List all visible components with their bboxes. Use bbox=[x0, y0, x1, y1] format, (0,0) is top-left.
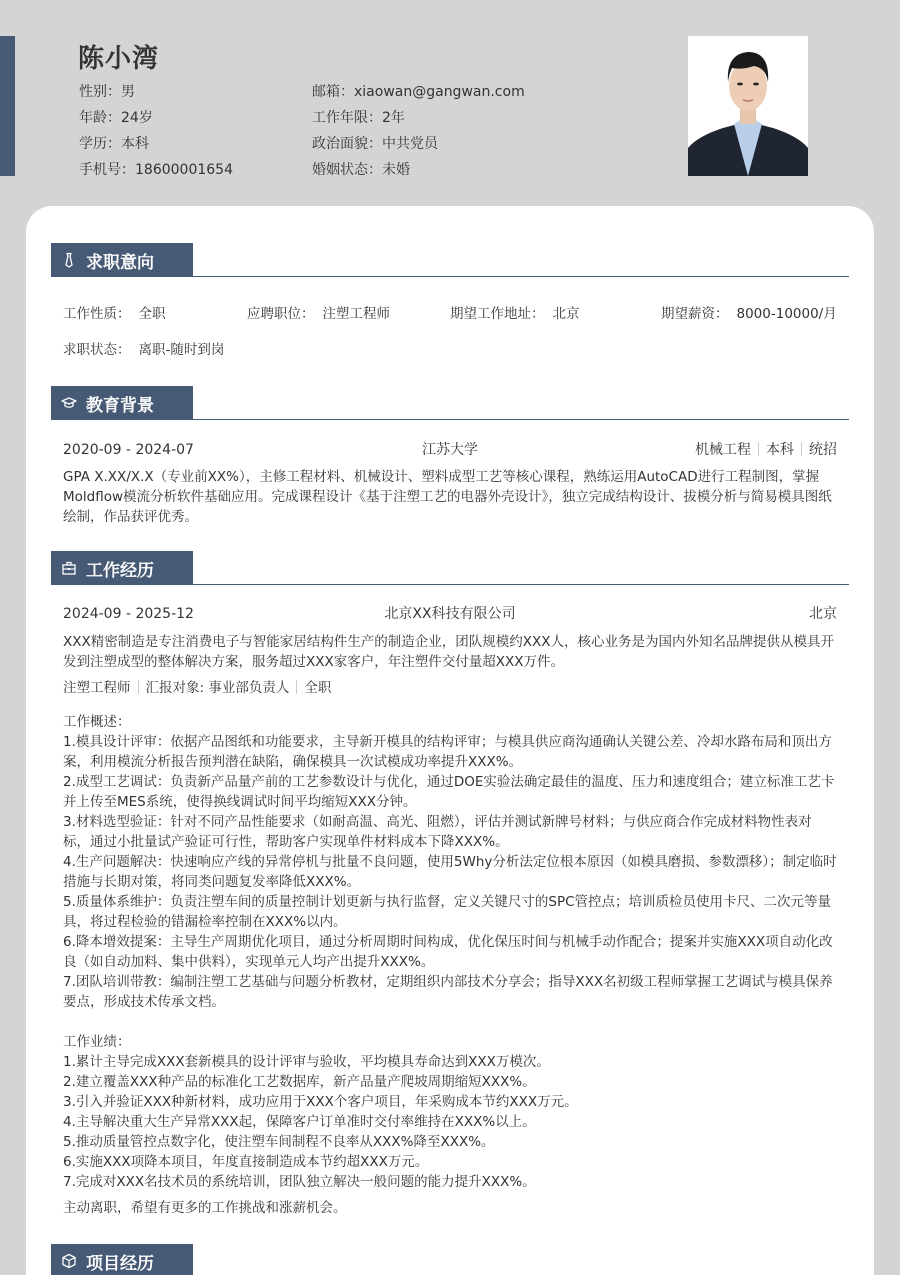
tie-icon bbox=[61, 252, 77, 268]
achievement-item: 3.引入并验证XXX种新材料，成功应用于XXX个客户项目，年采购成本节约XXX万元。 bbox=[63, 1094, 578, 1110]
info-age: 年龄：24岁 bbox=[79, 110, 153, 126]
profile-photo bbox=[688, 36, 808, 176]
overview-title: 工作概述： bbox=[63, 714, 131, 730]
education-period: 2020-09 - 2024-07 bbox=[63, 442, 194, 458]
section-header bbox=[51, 243, 849, 277]
work-achievements bbox=[51, 1032, 849, 1192]
work-period: 2024-09 - 2025-12 bbox=[63, 606, 194, 622]
intent-status: 求职状态： 离职-随时到岗 bbox=[63, 342, 225, 358]
section-education bbox=[51, 386, 849, 527]
briefcase-icon bbox=[61, 560, 77, 576]
achievement-item: 6.实施XXX项降本项目，年度直接制造成本节约超XXX万元。 bbox=[63, 1154, 429, 1170]
achievement-item: 5.推动质量管控点数字化，使注塑车间制程不良率从XXX%降至XXX%。 bbox=[63, 1134, 495, 1150]
achievement-item: 7.完成对XXX名技术员的系统培训，团队独立解决一般问题的能力提升XXX%。 bbox=[63, 1174, 536, 1190]
info-marital-status: 婚姻状态：未婚 bbox=[312, 162, 410, 178]
work-summary-row bbox=[51, 603, 849, 625]
section-header bbox=[51, 551, 849, 585]
portrait-icon bbox=[688, 36, 808, 176]
divider bbox=[296, 680, 297, 694]
info-political-status: 政治面貌：中共党员 bbox=[312, 136, 438, 152]
intent-position: 应聘职位： 注塑工程师 bbox=[247, 306, 390, 322]
education-summary-row bbox=[51, 439, 849, 461]
overview-item: 2.成型工艺调试：负责新产品量产前的工艺参数设计与优化，通过DOE实验法确定最佳的温度、压力和速度组合；建立标准工艺卡并上传至MES系统，使得换线调试时间平均缩短XXX分钟。 bbox=[63, 774, 835, 810]
section-title-tab: 教育背景 bbox=[51, 386, 193, 420]
section-work-experience bbox=[51, 551, 849, 1218]
work-position-tags: 注塑工程师 汇报对象: 事业部负责人 全职 bbox=[63, 680, 332, 696]
cube-icon bbox=[61, 1253, 77, 1269]
section-header bbox=[51, 1244, 849, 1275]
resume-card bbox=[26, 206, 874, 1275]
overview-item: 7.团队培训带教：编制注塑工艺基础与问题分析教材，定期组织内部技术分享会；指导XXX名初级工程师掌握工艺调试与模具保养要点，形成技术传承文档。 bbox=[63, 974, 833, 1010]
achievement-item: 4.主导解决重大生产异常XXX起，保障客户订单准时交付率维持在XXX%以上。 bbox=[63, 1114, 536, 1130]
info-phone: 手机号：18600001654 bbox=[79, 162, 233, 178]
education-details: 机械工程 本科 统招 bbox=[695, 442, 837, 458]
section-project-experience bbox=[51, 1244, 849, 1275]
overview-item: 1.模具设计评审：依据产品图纸和功能要求，主导新开模具的结构评审；与模具供应商沟通确认关键公差、冷却水路布局和顶出方案，利用模流分析报告预判潜在缺陷，确保模具一次试模成功率提升XXX%。 bbox=[63, 734, 832, 770]
work-city: 北京 bbox=[809, 606, 837, 622]
basic-info-left bbox=[79, 82, 233, 186]
overview-item: 3.材料选型验证：针对不同产品性能要求（如耐高温、高光、阻燃），评估并测试新牌号材料；与供应商合作完成材料物性表对标，通过小批量试产验证可行性，帮助客户实现单件材料成本下降XXX%。 bbox=[63, 814, 812, 850]
company-description: XXX精密制造是专注消费电子与智能家居结构件生产的制造企业，团队规模约XXX人，核心业务是为国内外知名品牌提供从模具开发到注塑成型的整体解决方案，服务超过XXX家客户，年注塑件交付量超XXX万件。 bbox=[63, 634, 834, 670]
divider bbox=[138, 680, 139, 694]
leave-reason: 主动离职，希望有更多的工作挑战和涨薪机会。 bbox=[63, 1200, 347, 1216]
divider bbox=[758, 442, 759, 456]
education-description: GPA X.XX/X.X（专业前XX%），主修工程材料、机械设计、塑料成型工艺等核心课程，熟练运用AutoCAD进行工程制图，掌握Moldflow模流分析软件基础应用。完成课程设计《基于注塑工艺的电器外壳设计》，独立完成结构设计、拔模分析与简易模具图纸绘制，作品获评优秀。 bbox=[63, 469, 832, 525]
graduation-cap-icon bbox=[61, 395, 77, 411]
section-title-tab: 工作经历 bbox=[51, 551, 193, 585]
info-email: 邮箱：xiaowan@gangwan.com bbox=[312, 84, 525, 100]
work-overview bbox=[51, 712, 849, 1012]
candidate-name: 陈小湾 bbox=[78, 44, 160, 74]
overview-item: 4.生产问题解决：快速响应产线的异常停机与批量不良问题，使用5Why分析法定位根本原因（如模具磨损、参数漂移）；制定临时措施与长期对策，将同类问题复发率降低XXX%。 bbox=[63, 854, 837, 890]
achievements-title: 工作业绩： bbox=[63, 1034, 131, 1050]
achievement-item: 2.建立覆盖XXX种产品的标准化工艺数据库，新产品量产爬坡周期缩短XXX%。 bbox=[63, 1074, 536, 1090]
intent-body bbox=[51, 277, 849, 367]
work-company: 北京XX科技有限公司 bbox=[384, 606, 516, 622]
section-header bbox=[51, 386, 849, 420]
info-gender: 性别：男 bbox=[79, 84, 135, 100]
intent-location: 期望工作地址： 北京 bbox=[450, 306, 580, 322]
header-accent-bar bbox=[0, 36, 15, 176]
basic-info-right bbox=[312, 82, 525, 186]
info-work-years: 工作年限：2年 bbox=[312, 110, 405, 126]
achievement-item: 1.累计主导完成XXX套新模具的设计评审与验收，平均模具寿命达到XXX万模次。 bbox=[63, 1054, 550, 1070]
info-education: 学历：本科 bbox=[79, 136, 149, 152]
overview-item: 5.质量体系维护：负责注塑车间的质量控制计划更新与执行监督，定义关键尺寸的SPC管控点；培训质检员使用卡尺、二次元等量具，将过程检验的错漏检率控制在XXX%以内。 bbox=[63, 894, 832, 930]
divider bbox=[801, 442, 802, 456]
intent-work-type: 工作性质： 全职 bbox=[63, 306, 166, 322]
overview-item: 6.降本增效提案：主导生产周期优化项目，通过分析周期时间构成，优化保压时间与机械手动作配合；提案并实施XXX项自动化改良（如自动加料、集中供料），实现单元人均产出提升XXX%。 bbox=[63, 934, 833, 970]
section-title-tab: 求职意向 bbox=[51, 243, 193, 277]
education-school: 江苏大学 bbox=[422, 442, 478, 458]
section-job-intent bbox=[51, 243, 849, 367]
section-title-tab: 项目经历 bbox=[51, 1244, 193, 1275]
intent-salary: 期望薪资： 8000-10000/月 bbox=[661, 306, 837, 322]
